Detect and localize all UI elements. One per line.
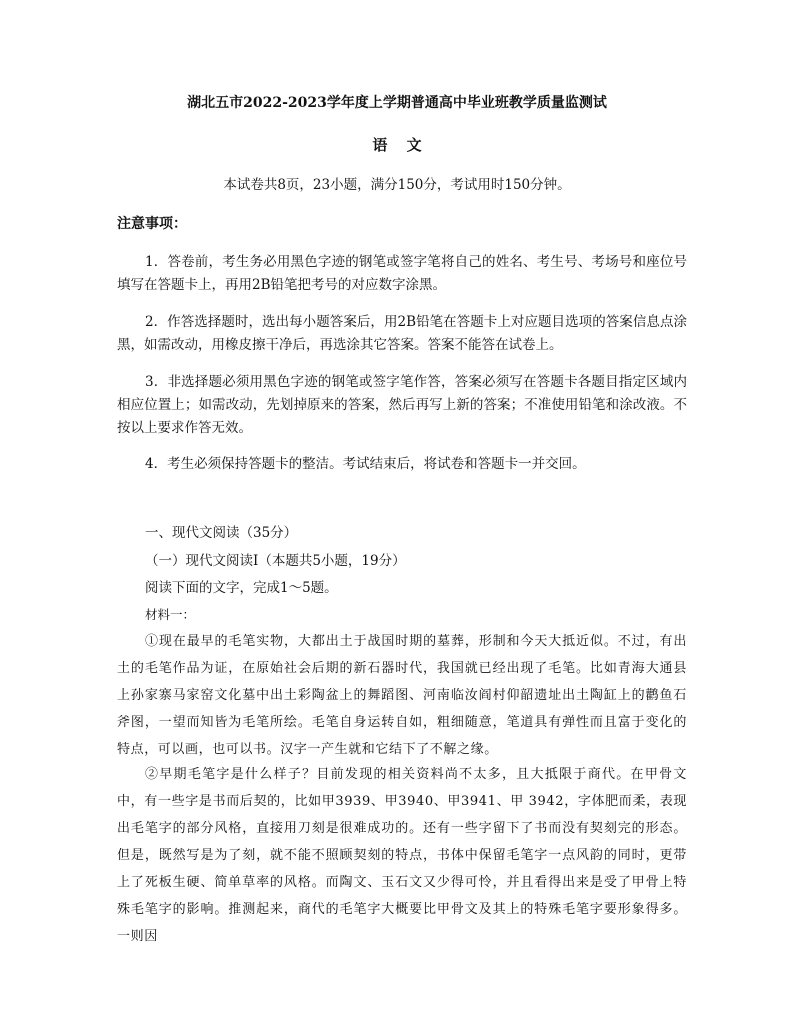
notice-item: 2．作答选择题时，选出每小题答案后，用2B铅笔在答题卡上对应题目选项的答案信息点涂黑，如需改动，用橡皮擦干净后，再选涂其它答案。答案不能答在试卷上。 (117, 314, 687, 353)
notice-item: 1．答卷前，考生务必用黑色字迹的钢笔或签字笔将自己的姓名、考生号、考场号和座位号填写在答题卡上，再用2B铅笔把考号的对应数字涂黑。 (117, 254, 687, 293)
notice-heading: 注意事项： (117, 216, 187, 232)
exam-info: 本试卷共8页，23小题，满分150分，考试用时150分钟。 (223, 177, 571, 193)
notice-item: 3．非选择题必须用黑色字迹的钢笔或签字笔作答，答案必须写在答题卡各题目指定区域内相应位置上；如需改动，先划掉原来的答案，然后再写上新的答案；不准使用铅笔和涂改液。不按以上要求作答无效。 (117, 374, 687, 436)
subject-heading: 语 文 (372, 136, 422, 154)
passage-paragraph: ②早期毛笔字是什么样子？目前发现的相关资料尚不太多，且大抵限于商代。在甲骨文中，有一些字是书而后契的，比如甲3939、甲3940、甲3941、甲 3942，字体肥而柔，表现出毛笔字的部分风格，直接用刀刻是很难成功的。还有一些字留下了书而没有契刻完的形态。但是，既然写是为了刻，就不能不照顾契刻的特点，书体中保留毛笔字一点风韵的同时，更带上了死板生硬、简单草率的风格。而陶文、玉石文又少得可怜，并且看得出来是受了甲骨上特殊毛笔字的影响。推测起来，商代的毛笔字大概要比甲骨文及其上的特殊毛笔字要形象得多。一则因 (117, 767, 687, 944)
subsection-heading: （一）现代文阅读Ⅰ（本题共5小题，19分） (145, 553, 406, 569)
notice-item: 4．考生必须保持答题卡的整洁。考试结束后，将试卷和答题卡一并交回。 (145, 456, 586, 472)
exam-title: 湖北五市2022-2023学年度上学期普通高中毕业班教学质量监测试 (187, 95, 607, 111)
material-label: 材料一： (145, 607, 196, 622)
passage-paragraph: ①现在最早的毛笔实物，大都出土于战国时期的墓葬，形制和今天大抵近似。不过，有出土的毛笔作品为证，在原始社会后期的新石器时代，我国就已经出现了毛笔。比如青海大通县上孙家寨马家窑文化墓中出土彩陶盆上的舞蹈图、河南临汝阎村仰韶遗址出土陶缸上的鹳鱼石斧图，一望而知皆为毛笔所绘。毛笔自身运转自如，粗细随意，笔道具有弹性而且富于变化的特点，可以画，也可以书。汉字一产生就和它结下了不解之缘。 (117, 634, 687, 757)
reading-instruction: 阅读下面的文字，完成1～5题。 (145, 580, 338, 596)
section-heading: 一、现代文阅读（35分） (145, 525, 298, 541)
